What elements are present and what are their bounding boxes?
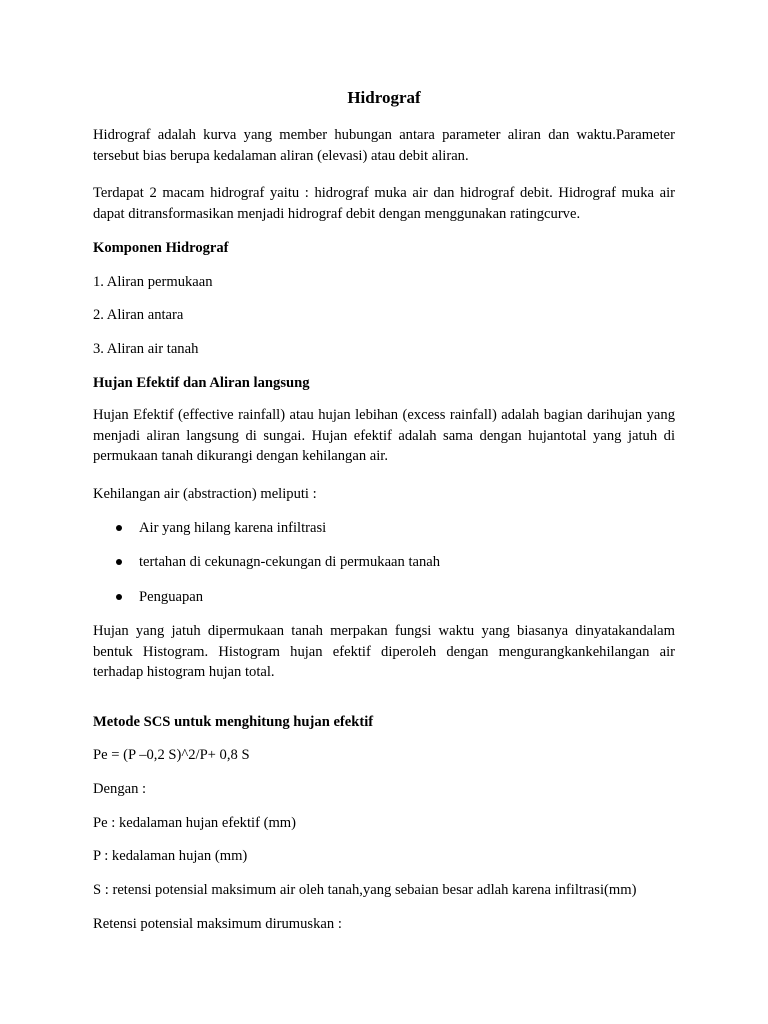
bullet-text: Penguapan (139, 589, 204, 605)
bullet-text: tertahan di cekunagn-cekungan di permukaan tanah (139, 554, 441, 570)
komponen-heading: Komponen Hidrograf (93, 240, 229, 256)
metode-heading: Metode SCS untuk menghitung hujan efektif (93, 714, 374, 730)
definition-pe: Pe : kedalaman hujan efektif (mm) (93, 815, 297, 831)
definition-s: S : retensi potensial maksimum air oleh tanah,yang sebaian besar adlah karena infiltrasi(mm) (93, 882, 637, 898)
dengan-label: Dengan : (93, 781, 147, 797)
document-page (93, 0, 675, 1024)
intro-paragraph-1: Hidrograf adalah kurva yang member hubungan antara parameter aliran dan waktu.Parameter tersebut bias berupa kedalaman aliran (elevasi) atau debit aliran. (93, 127, 675, 164)
hujan-paragraph: Hujan Efektif (effective rainfall) atau hujan lebihan (excess rainfall) adalah bagian darihujan yang menjadi aliran langsung di sungai. Hujan efektif adalah sama dengan hujantotal yang jatuh di permukaan tanah dikurangi dengan kehilangan air. (93, 407, 675, 464)
bullet-text: Air yang hilang karena infiltrasi (139, 520, 327, 536)
retensi-line: Retensi potensial maksimum dirumuskan : (93, 916, 342, 932)
document-title: Hidrograf (347, 88, 421, 107)
bullet-icon (116, 525, 122, 531)
hujan-heading: Hujan Efektif dan Aliran langsung (93, 375, 310, 391)
komponen-item-3: 3. Aliran air tanah (93, 341, 199, 357)
bullet-icon (116, 559, 122, 565)
histogram-paragraph: Hujan yang jatuh dipermukaan tanah merpakan fungsi waktu yang biasanya dinyatakandalam bentuk Histogram. Histogram hujan efektif diperoleh dengan mengurangkankehilangan air terhadap histogram hujan total. (93, 623, 675, 680)
bullet-icon (116, 594, 122, 600)
definition-p: P : kedalaman hujan (mm) (93, 848, 248, 864)
formula: Pe = (P –0,2 S)^2/P+ 0,8 S (93, 747, 250, 763)
komponen-item-1: 1. Aliran permukaan (93, 274, 213, 290)
kehilangan-intro: Kehilangan air (abstraction) meliputi : (93, 486, 317, 502)
komponen-item-2: 2. Aliran antara (93, 307, 184, 323)
intro-paragraph-2: Terdapat 2 macam hidrograf yaitu : hidrograf muka air dan hidrograf debit. Hidrograf muka air dapat ditransformasikan menjadi hidrograf debit dengan menggunakan ratingcurve. (93, 185, 675, 222)
